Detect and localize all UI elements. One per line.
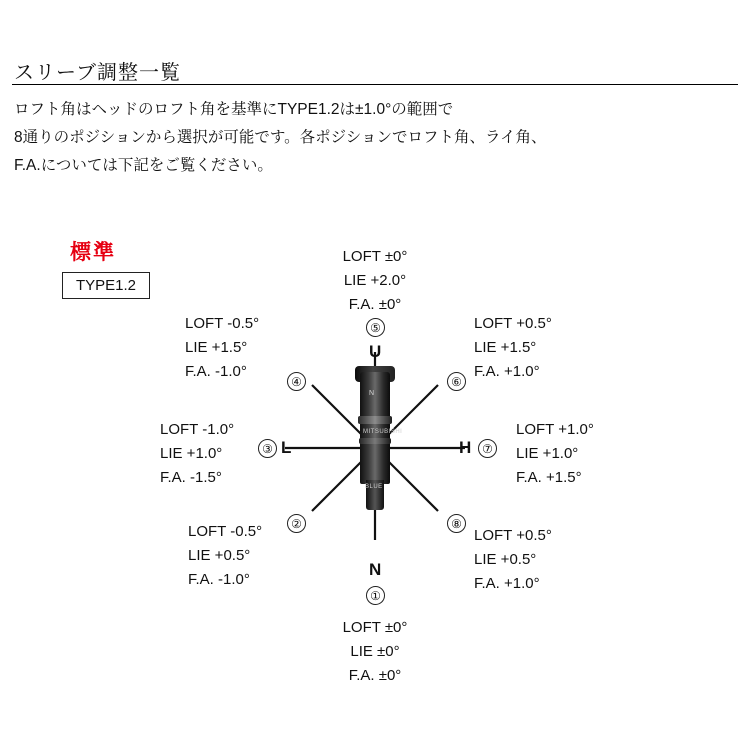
position-number-1: ① xyxy=(366,586,385,605)
type-badge: TYPE1.2 xyxy=(62,272,150,299)
sleeve-top-mark: N xyxy=(369,390,375,397)
position-number-8: ⑧ xyxy=(447,514,466,533)
position-1-lie: LIE ±0° xyxy=(350,643,400,660)
intro-line-3: F.A.については下記をご覧ください。 xyxy=(14,157,273,174)
title-divider xyxy=(12,84,738,85)
intro-line-2: 8通りのポジションから選択が可能です。各ポジションでロフト角、ライ角、 xyxy=(14,129,547,146)
position-1-fa: F.A. ±0° xyxy=(348,667,402,684)
sleeve-bottom-mark: BLUE xyxy=(365,484,383,490)
position-4-fa: F.A. -1.0° xyxy=(185,363,247,380)
position-label-7 xyxy=(516,418,656,490)
position-label-6 xyxy=(474,312,614,384)
position-4-loft: LOFT -0.5° xyxy=(185,315,260,332)
position-8-fa: F.A. +1.0° xyxy=(474,575,540,592)
sleeve-graphic xyxy=(355,372,403,512)
direction-letter-right: H xyxy=(459,438,472,457)
position-5-loft: LOFT ±0° xyxy=(342,248,408,265)
position-number-3: ③ xyxy=(258,439,277,458)
position-5-fa: F.A. ±0° xyxy=(348,296,402,313)
intro-text xyxy=(14,96,714,180)
position-label-8 xyxy=(474,524,614,596)
position-7-fa: F.A. +1.5° xyxy=(516,469,582,486)
position-number-4: ④ xyxy=(287,372,306,391)
position-2-lie: LIE +0.5° xyxy=(188,547,251,564)
position-number-5: ⑤ xyxy=(366,318,385,337)
direction-letter-left: L xyxy=(281,438,292,457)
position-5-lie: LIE +2.0° xyxy=(343,272,407,289)
position-7-lie: LIE +1.0° xyxy=(516,445,579,462)
position-number-7: ⑦ xyxy=(478,439,497,458)
position-6-fa: F.A. +1.0° xyxy=(474,363,540,380)
intro-line-1: ロフト角はヘッドのロフト角を基準にTYPE1.2は±1.0°の範囲で xyxy=(14,101,454,118)
page-title: スリーブ調整一覧 xyxy=(14,62,181,84)
position-number-6: ⑥ xyxy=(447,372,466,391)
position-4-lie: LIE +1.5° xyxy=(185,339,248,356)
position-3-lie: LIE +1.0° xyxy=(160,445,223,462)
position-3-loft: LOFT -1.0° xyxy=(160,421,235,438)
direction-letter-down: N xyxy=(369,560,382,579)
position-2-loft: LOFT -0.5° xyxy=(188,523,263,540)
position-1-loft: LOFT ±0° xyxy=(342,619,408,636)
position-2-fa: F.A. -1.0° xyxy=(188,571,250,588)
sleeve-brand-text: MITSUBISHI xyxy=(363,429,403,435)
position-label-1 xyxy=(300,616,450,688)
position-7-loft: LOFT +1.0° xyxy=(516,421,594,438)
position-label-5 xyxy=(300,245,450,317)
position-8-loft: LOFT +0.5° xyxy=(474,527,552,544)
direction-letter-up: U xyxy=(369,342,382,361)
position-6-lie: LIE +1.5° xyxy=(474,339,537,356)
sleeve-ring-upper xyxy=(358,416,392,424)
position-6-loft: LOFT +0.5° xyxy=(474,315,552,332)
standard-label: 標準 xyxy=(70,241,116,264)
position-3-fa: F.A. -1.5° xyxy=(160,469,222,486)
position-8-lie: LIE +0.5° xyxy=(474,551,537,568)
sleeve-ring-lower xyxy=(359,438,391,444)
position-number-2: ② xyxy=(287,514,306,533)
